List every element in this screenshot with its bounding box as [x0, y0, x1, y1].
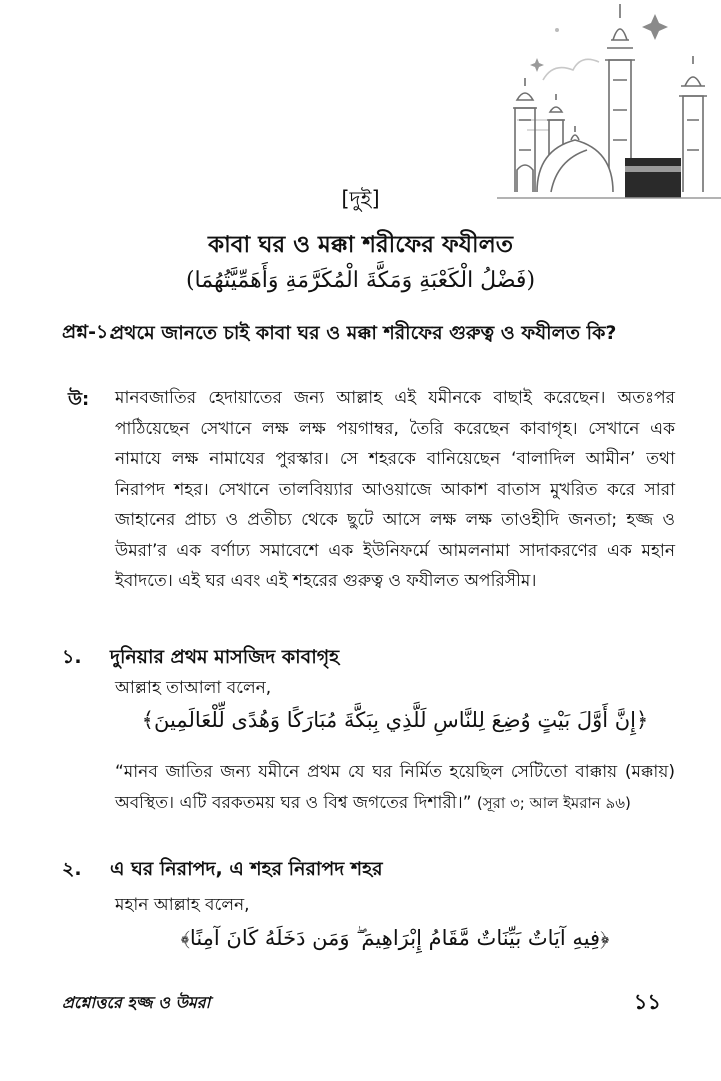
section-number: ১. — [62, 646, 82, 668]
section-heading: এ ঘর নিরাপদ, এ শহর নিরাপদ শহর — [110, 858, 383, 880]
chapter-arabic-title: (فَضْلُ الْكَعْبَةِ وَمَكَّةَ الْمُكَرَّمَةِ وَأَهَمِّيَّتُهُمَا) — [185, 268, 536, 293]
question-text: প্রথমে জানতে চাই কাবা ঘর ও মক্কা শরীফের গুরুত্ব ও ফযীলত কি? — [110, 322, 617, 344]
quran-verse: ﴿فِيهِ آيَاتٌ بَيِّنَاتٌ مَّقَامُ إِبْرَاهِيمَ ۖ وَمَن دَخَلَهُ كَانَ آمِنًا﴾ — [180, 926, 610, 950]
answer-text: মানবজাতির হেদায়াতের জন্য আল্লাহ এই যমীনকে বাছাই করেছেন। অতঃপর পাঠিয়েছেন সেখানে লক্ষ লক্ষ পয়গাম্বর, তৈরি করেছেন কাবাগৃহ। সেখানে এক নামাযে লক্ষ নামাযের পুরস্কার। সে শহরকে বানিয়েছেন ‘বালাদিল আমীন’ তথা নিরাপদ শহর। সেখানে তালবিয়্যার আওয়াজে আকাশ বাতাস মুখরিত করে সারা জাহানের প্রাচ্য ও প্রতীচ্য থেকে ছুটে আসে লক্ষ লক্ষ তাওহীদি জনতা; হজ্জ ও উমরা’র এক বর্ণাঢ্য সমাবেশে এক ইউনিফর্মে আমলনামা সাদাকরণের এক মহান ইবাদতে। এই ঘর এবং এই শহরের গুরুত্ব ও ফযীলত অপরিসীম। — [115, 388, 675, 591]
footer-book-title: প্রশ্নোত্তরে হজ্জ ও উমরা — [62, 993, 211, 1012]
verse-translation — [115, 757, 675, 819]
section-intro: আল্লাহ তাআলা বলেন, — [115, 678, 272, 698]
answer-label: উ: — [68, 389, 90, 410]
chapter-title: কাবা ঘর ও মক্কা শরীফের ফযীলত — [208, 232, 513, 258]
quran-verse: ﴿إِنَّ أَوَّلَ بَيْتٍ وُضِعَ لِلنَّاسِ لَلَّذِي بِبَكَّةَ مُبَارَكًا وَهُدًى لِّلْعَالَمِينَ﴾ — [141, 708, 649, 732]
question-label: প্রশ্ন-১. — [62, 321, 116, 343]
section-number: ২. — [62, 858, 82, 880]
section-heading: দুনিয়ার প্রথম মাসজিদ কাবাগৃহ — [110, 646, 340, 668]
page-number: ১১ — [633, 990, 661, 1014]
section-intro: মহান আল্লাহ বলেন, — [115, 895, 250, 915]
translation-text: “মানব জাতির জন্য যমীনে প্রথম যে ঘর নির্মিত হয়েছিল সেটিতো বাক্কায় (মক্কায়) অবস্থিত। এটি বরকতময় ঘর ও বিশ্ব জগতের দিশারী।” — [115, 762, 675, 813]
chapter-number: [দুই] — [341, 187, 380, 211]
mosque-illustration — [497, 0, 721, 205]
verse-reference: (সূরা ৩; আল ইমরান ৯৬) — [476, 794, 631, 812]
